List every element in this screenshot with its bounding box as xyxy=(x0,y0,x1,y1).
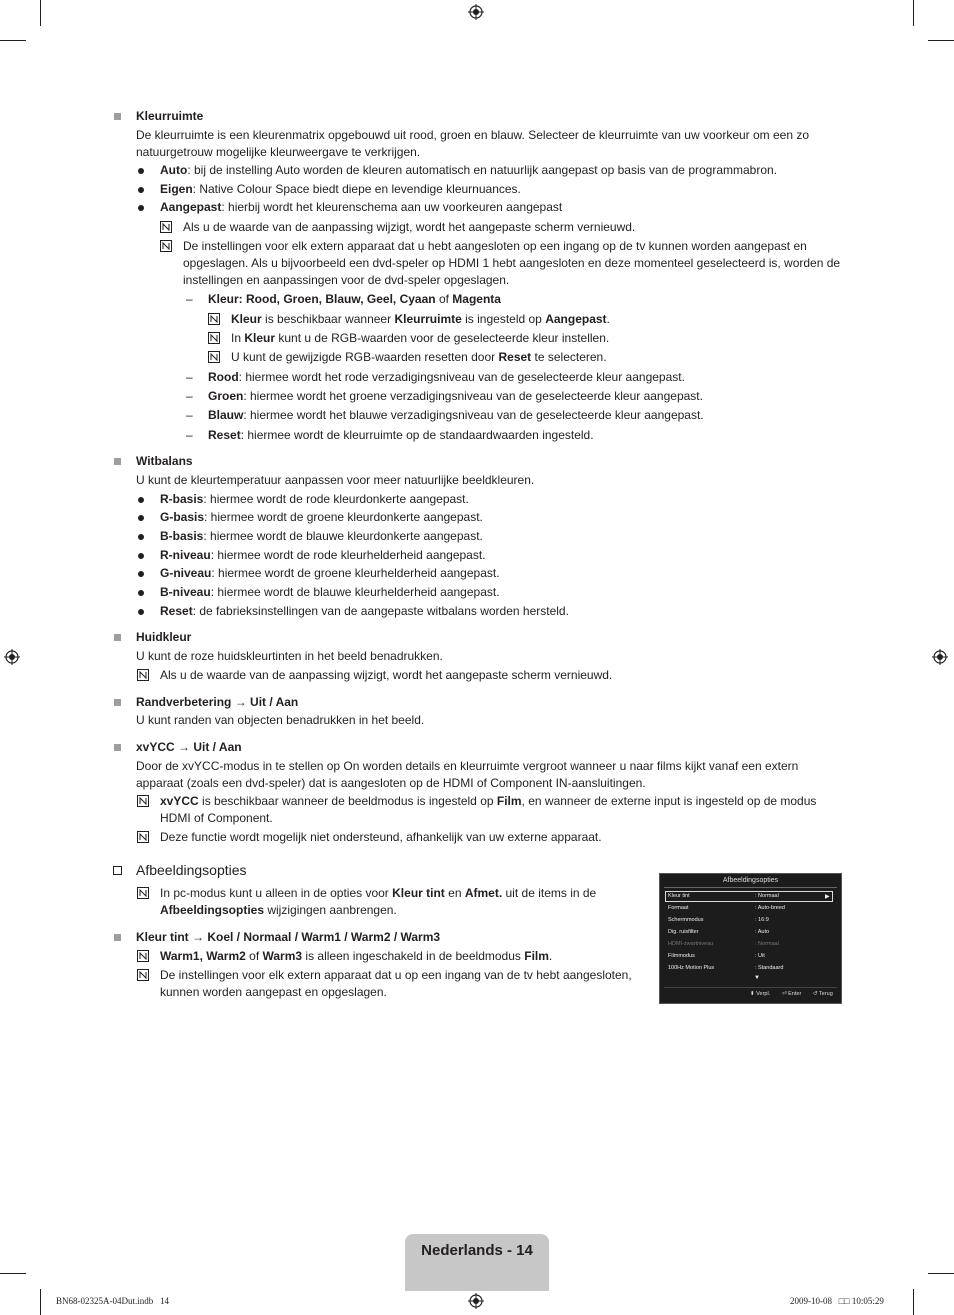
bullet-icon xyxy=(138,187,144,193)
dash-bullet: – xyxy=(186,428,193,442)
xvycc-heading: xvYCC → Uit / Aan xyxy=(136,740,242,754)
afbeeldingsopties-heading: Afbeeldingsopties xyxy=(136,862,247,878)
note-text: U kunt de gewijzigde RGB-waarden resetten door Reset te selecteren. xyxy=(231,350,607,364)
osd-arrow-down-icon: ▼ xyxy=(754,975,760,981)
crop-mark xyxy=(913,1289,914,1315)
registration-mark-icon xyxy=(468,4,484,20)
crop-mark xyxy=(928,40,954,41)
crop-mark xyxy=(40,0,41,26)
list-item: R-niveau: hiermee wordt de rode kleurhelderheid aangepast. xyxy=(160,548,486,562)
osd-footer-move: ⬍ Verpl. xyxy=(750,991,771,997)
kleurruimte-heading: Kleurruimte xyxy=(136,109,204,123)
bullet-icon xyxy=(138,168,144,174)
crop-mark xyxy=(0,40,26,41)
witbalans-heading: Witbalans xyxy=(136,454,193,468)
list-item: G-niveau: hiermee wordt de groene kleurhelderheid aangepast. xyxy=(160,566,500,580)
imprint-date: 2009-10-08 □□ 10:05:29 xyxy=(790,1296,884,1306)
note-icon xyxy=(208,332,220,344)
osd-selection-highlight xyxy=(665,891,833,902)
list-item: Aangepast: hierbij wordt het kleurenschema aan uw voorkeuren aangepast xyxy=(160,200,563,214)
imprint-file: BN68-02325A-04Dut.indb 14 xyxy=(56,1296,169,1306)
dash-bullet: – xyxy=(186,389,193,403)
list-item: G-basis: hiermee wordt de groene kleurdonkerte aangepast. xyxy=(160,510,483,524)
note-icon xyxy=(137,669,149,681)
crop-mark xyxy=(40,1289,41,1315)
note-icon xyxy=(160,221,172,233)
square-bullet-icon xyxy=(114,934,121,941)
square-bullet-icon xyxy=(114,458,121,465)
crop-mark xyxy=(913,0,914,26)
huidkleur-heading: Huidkleur xyxy=(136,630,192,644)
list-item: Eigen: Native Colour Space biedt diepe en levendige kleurnuances. xyxy=(160,182,521,196)
osd-menu-screenshot: Afbeeldingsopties ▶ Kleur tint : Normaal Formaat : Auto-breed Schermmodus : 16:9 Dig. ruisfilter : Auto HDMI-zwartniveau : Normaal Filmmodus : Uit 100Hz Motion Plus : Standaard ▼ ⬍ Verpl. ⏎ Enter ↺ Terug xyxy=(659,873,842,1004)
osd-footer-back: ↺ Terug xyxy=(813,991,833,997)
bullet-icon xyxy=(138,553,144,559)
note-text: Als u de waarde van de aanpassing wijzigt, wordt het aangepaste scherm vernieuwd. xyxy=(183,220,636,234)
note-text: In Kleur kunt u de RGB-waarden voor de geselecteerde kleur instellen. xyxy=(231,331,610,345)
list-item: Kleur: Rood, Groen, Blauw, Geel, Cyaan of Magenta xyxy=(208,292,501,306)
osd-title: Afbeeldingsopties xyxy=(722,877,779,884)
registration-mark-icon xyxy=(468,1293,484,1309)
checkbox-bullet-icon xyxy=(113,866,122,875)
osd-return-icon: ↺ xyxy=(813,991,818,997)
witbalans-desc: U kunt de kleurtemperatuur aanpassen voor meer natuurlijke beeldkleuren. xyxy=(136,473,535,487)
note-text: De instellingen voor elk extern apparaat dat u op een ingang van de tv hebt aangesloten, kunnen worden aangepast en opgeslagen. xyxy=(160,968,632,999)
square-bullet-icon xyxy=(114,699,121,706)
crop-mark xyxy=(0,1273,26,1274)
note-text: In pc-modus kunt u alleen in de opties voor Kleur tint en Afmet. uit de items in de Afbeeldingsopties wijzigingen aanbrengen. xyxy=(160,886,597,917)
kleur-tint-heading: Kleur tint → Koel / Normaal / Warm1 / Warm2 / Warm3 xyxy=(136,930,441,944)
osd-divider xyxy=(664,987,837,988)
huidkleur-desc: U kunt de roze huidskleurtinten in het beeld benadrukken. xyxy=(136,649,443,663)
osd-move-icon: ⬍ xyxy=(750,991,755,997)
bullet-icon xyxy=(138,609,144,615)
registration-mark-icon xyxy=(4,649,20,665)
dash-bullet: – xyxy=(186,408,193,422)
list-item: B-niveau: hiermee wordt de blauwe kleurhelderheid aangepast. xyxy=(160,585,500,599)
note-icon xyxy=(160,240,172,252)
randverbetering-heading: Randverbetering → Uit / Aan xyxy=(136,695,299,709)
list-item: Groen: hiermee wordt het groene verzadigingsniveau van de geselecteerde kleur aangepast. xyxy=(208,389,703,403)
randverbetering-desc: U kunt randen van objecten benadrukken in het beeld. xyxy=(136,713,425,727)
square-bullet-icon xyxy=(114,113,121,120)
bullet-icon xyxy=(138,571,144,577)
note-text: Als u de waarde van de aanpassing wijzigt, wordt het aangepaste scherm vernieuwd. xyxy=(160,668,613,682)
list-item: Blauw: hiermee wordt het blauwe verzadigingsniveau van de geselecteerde kleur aangepast. xyxy=(208,408,704,422)
kleurruimte-desc: De kleurruimte is een kleurenmatrix opgebouwd uit rood, groen en blauw. Selecteer de kleurruimte van uw voorkeur om een zo natuurgetrouw mogelijke kleurweergave te verkrijgen. xyxy=(136,128,810,159)
dash-bullet: – xyxy=(186,292,193,306)
square-bullet-icon xyxy=(114,634,121,641)
bullet-icon xyxy=(138,515,144,521)
osd-arrow-right-icon: ▶ xyxy=(825,894,830,900)
list-item: Auto: bij de instelling Auto worden de kleuren automatisch en natuurlijk aangepast op basis van de programmabron. xyxy=(160,163,778,177)
list-item: Rood: hiermee wordt het rode verzadigingsniveau van de geselecteerde kleur aangepast. xyxy=(208,370,685,384)
square-bullet-icon xyxy=(114,744,121,751)
note-text: Kleur is beschikbaar wanneer Kleurruimte is ingesteld op Aangepast. xyxy=(231,312,610,326)
dash-bullet: – xyxy=(186,370,193,384)
note-text: De instellingen voor elk extern apparaat dat u hebt aangesloten op een ingang op de tv kunnen worden aangepast en opgeslagen. Als u bijvoorbeeld een dvd-speler op HDMI 1 hebt aangesloten en deze momenteel geselecteerd is, worden de instellingen en aanpassingen voor de dvd-speler opgeslagen. xyxy=(183,239,841,287)
osd-divider xyxy=(664,887,837,888)
note-text: Deze functie wordt mogelijk niet ondersteund, afhankelijk van uw externe apparaat. xyxy=(160,830,602,844)
osd-footer-enter: ⏎ Enter xyxy=(782,991,802,997)
page-number: Nederlands - 14 xyxy=(421,1242,533,1259)
bullet-icon xyxy=(138,590,144,596)
list-item: R-basis: hiermee wordt de rode kleurdonkerte aangepast. xyxy=(160,492,469,506)
bullet-icon xyxy=(138,497,144,503)
list-item: Reset: de fabrieksinstellingen van de aangepaste witbalans worden hersteld. xyxy=(160,604,569,618)
bullet-icon xyxy=(138,534,144,540)
note-icon xyxy=(208,351,220,363)
registration-mark-icon xyxy=(932,649,948,665)
note-text: Warm1, Warm2 of Warm3 is alleen ingeschakeld in de beeldmodus Film. xyxy=(160,949,553,963)
osd-enter-icon: ⏎ xyxy=(782,991,787,997)
note-icon xyxy=(137,950,149,962)
bullet-icon xyxy=(138,205,144,211)
xvycc-desc: Door de xvYCC-modus in te stellen op On worden details en kleurruimte vergroot wanneer u naar films kijkt vanaf een extern apparaat (zoals een dvd-speler) dat is aangesloten op de HDMI of Component IN-aansluitingen. xyxy=(136,759,799,790)
note-icon xyxy=(137,831,149,843)
note-icon xyxy=(208,313,220,325)
note-icon xyxy=(137,969,149,981)
note-icon xyxy=(137,887,149,899)
list-item: Reset: hiermee wordt de kleurruimte op de standaardwaarden ingesteld. xyxy=(208,428,594,442)
list-item: B-basis: hiermee wordt de blauwe kleurdonkerte aangepast. xyxy=(160,529,483,543)
note-icon xyxy=(137,795,149,807)
crop-mark xyxy=(928,1273,954,1274)
note-text: xvYCC is beschikbaar wanneer de beeldmodus is ingesteld op Film, en wanneer de externe input is ingesteld op de modus HDMI of Component. xyxy=(160,794,817,825)
